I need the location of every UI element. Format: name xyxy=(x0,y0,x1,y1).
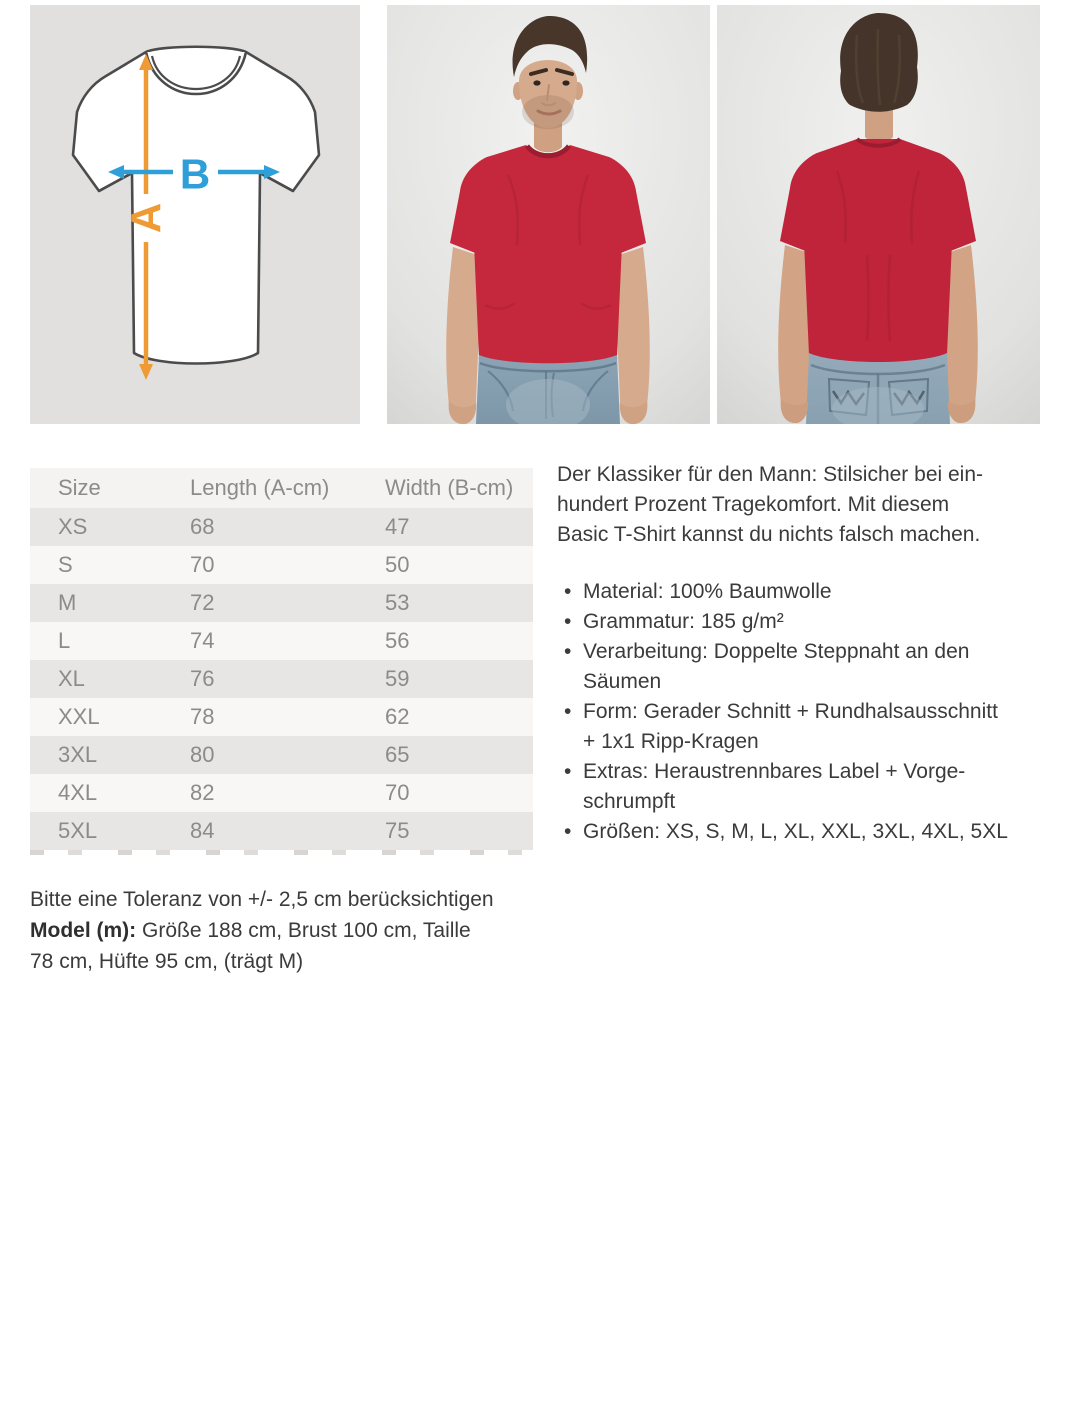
bullet-text: Größen: XS, S, M, L, XL, XXL, 3XL, 4XL, 5XL xyxy=(583,820,1008,843)
cell-width: 47 xyxy=(385,514,410,539)
cell-size: M xyxy=(58,590,77,615)
bullet-icon: • xyxy=(564,640,572,663)
list-item xyxy=(557,817,1035,847)
table-row xyxy=(30,774,533,812)
description-intro xyxy=(557,460,1035,550)
bullet-text: Material: 100% Baumwolle xyxy=(583,580,832,603)
model-front-illustration xyxy=(387,5,710,424)
list-item xyxy=(557,607,1035,637)
label-b: B xyxy=(179,150,211,198)
cell-length: 78 xyxy=(190,704,215,729)
list-item xyxy=(557,697,1035,757)
column-header-size: Size xyxy=(58,475,101,500)
cell-size: XXL xyxy=(58,704,100,729)
column-header-length: Length (A-cm) xyxy=(190,475,330,500)
size-table xyxy=(30,468,533,850)
model-back-illustration xyxy=(717,5,1040,424)
bullet-text: Form: Gerader Schnitt + Rundhalsausschnitt xyxy=(583,700,998,723)
table-row xyxy=(30,736,533,774)
product-description xyxy=(557,460,1035,847)
model-back-photo xyxy=(717,5,1040,424)
table-row xyxy=(30,584,533,622)
bullet-text: Verarbeitung: Doppelte Steppnaht an den xyxy=(583,640,970,663)
table-row xyxy=(30,546,533,584)
model-info-line1 xyxy=(30,915,570,946)
cell-width: 65 xyxy=(385,742,410,767)
bullet-text: Grammatur: 185 g/m² xyxy=(583,610,784,633)
cell-length: 72 xyxy=(190,590,215,615)
list-item xyxy=(557,637,1035,697)
size-diagram-illustration xyxy=(30,5,360,424)
cell-length: 70 xyxy=(190,552,215,577)
feature-list xyxy=(557,577,1035,847)
cell-length: 82 xyxy=(190,780,215,805)
list-item xyxy=(557,757,1035,817)
cell-size: S xyxy=(58,552,73,577)
table-row xyxy=(30,660,533,698)
cell-length: 74 xyxy=(190,628,215,653)
table-row xyxy=(30,698,533,736)
cell-width: 62 xyxy=(385,704,410,729)
cell-width: 56 xyxy=(385,628,410,653)
size-table-header xyxy=(30,468,533,508)
bullet-text: schrumpft xyxy=(583,790,676,813)
bullet-text: Extras: Heraustrennbares Label + Vorge- xyxy=(583,760,966,783)
cell-length: 80 xyxy=(190,742,215,767)
notes xyxy=(30,884,570,977)
cell-width: 59 xyxy=(385,666,410,691)
bullet-icon: • xyxy=(564,700,572,723)
cell-size: L xyxy=(58,628,71,653)
model-details: Größe 188 cm, Brust 100 cm, Taille xyxy=(142,919,471,942)
tolerance-note: Bitte eine Toleranz von +/- 2,5 cm berücksichtigen xyxy=(30,888,494,911)
list-item xyxy=(557,577,1035,607)
model-front-photo xyxy=(387,5,710,424)
cell-length: 84 xyxy=(190,818,215,843)
bullet-icon: • xyxy=(564,760,572,783)
cell-width: 53 xyxy=(385,590,410,615)
cell-length: 76 xyxy=(190,666,215,691)
cell-length: 68 xyxy=(190,514,215,539)
bullet-text: + 1x1 Ripp-Kragen xyxy=(583,730,759,753)
cell-width: 70 xyxy=(385,780,410,805)
bullet-icon: • xyxy=(564,610,572,633)
table-row xyxy=(30,812,533,850)
cell-size: 4XL xyxy=(58,780,98,805)
cell-size: 5XL xyxy=(58,818,98,843)
size-diagram xyxy=(30,5,360,424)
bullet-icon: • xyxy=(564,580,572,603)
intro-line: Basic T-Shirt kannst du nichts falsch machen. xyxy=(557,523,981,546)
label-a: A xyxy=(122,202,170,234)
table-row xyxy=(30,508,533,546)
cell-size: XS xyxy=(58,514,88,539)
intro-line: Der Klassiker für den Mann: Stilsicher bei ein- xyxy=(557,463,984,486)
column-header-width: Width (B-cm) xyxy=(385,475,514,500)
cell-size: 3XL xyxy=(58,742,98,767)
model-label: Model (m): xyxy=(30,919,137,942)
model-info-line2: 78 cm, Hüfte 95 cm, (trägt M) xyxy=(30,950,304,973)
table-row xyxy=(30,622,533,660)
cell-width: 75 xyxy=(385,818,410,843)
table-clipped-row xyxy=(30,850,533,855)
bullet-text: Säumen xyxy=(583,670,662,693)
bullet-icon: • xyxy=(564,820,572,843)
cell-width: 50 xyxy=(385,552,410,577)
intro-line: hundert Prozent Tragekomfort. Mit diesem xyxy=(557,493,950,516)
cell-size: XL xyxy=(58,666,85,691)
